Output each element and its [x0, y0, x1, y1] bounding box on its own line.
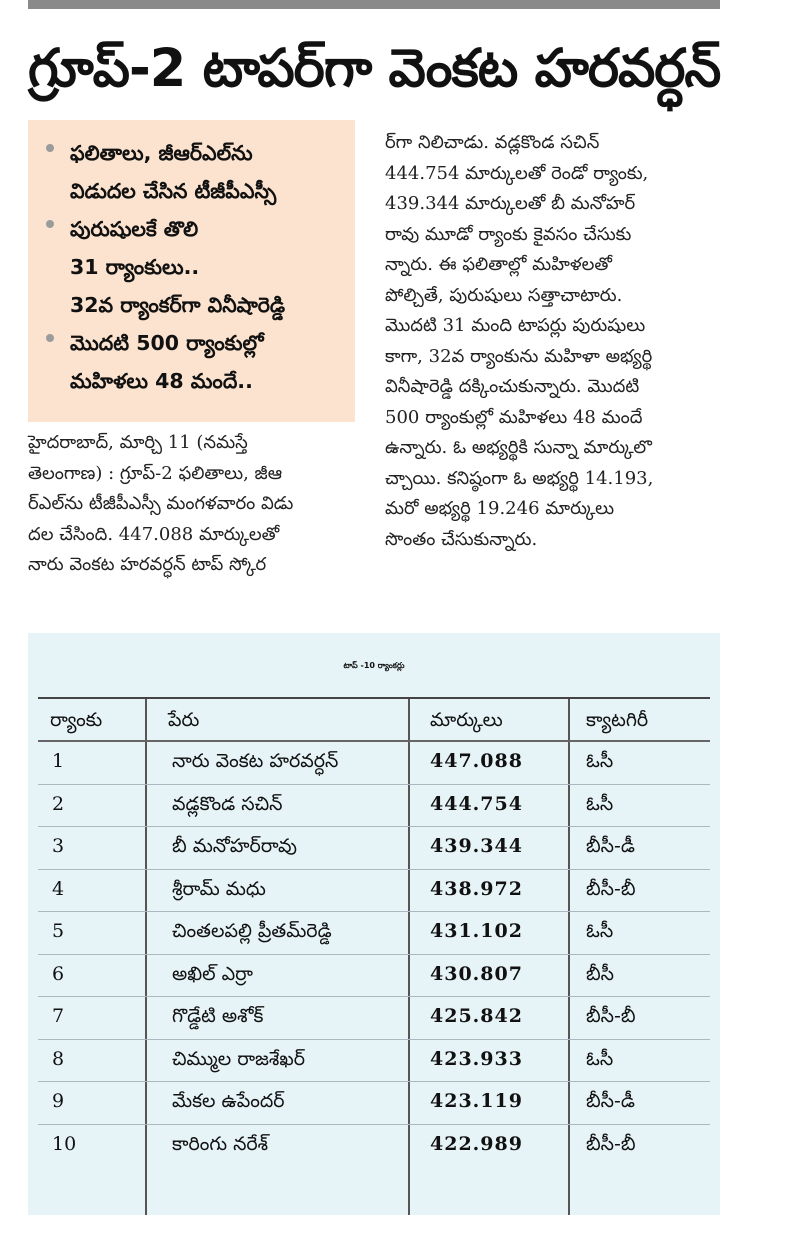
cell-name: మేకల ఉపేందర్ — [172, 1090, 285, 1112]
row-rule — [38, 826, 710, 827]
article-line: మరో అభ్యర్థి 19.246 మార్కులు — [385, 498, 615, 519]
cell-name: బీ మనోహర్‌రావు — [172, 835, 297, 857]
cell-rank: 10 — [52, 1132, 77, 1155]
article-line: దల చేసింది. 447.088 మార్కులతో — [28, 523, 280, 545]
cell-rank: 4 — [52, 877, 65, 900]
article-line: హైదరాబాద్, మార్చి 11 (నమస్తే — [28, 432, 248, 453]
article-left-column — [28, 428, 368, 581]
column-divider — [145, 699, 147, 1215]
cell-category: ఓసీ — [586, 792, 614, 815]
row-rule — [38, 1039, 710, 1040]
cell-rank: 2 — [52, 792, 65, 815]
cell-name: నారు వెంకట హరవర్ధన్ — [172, 750, 339, 772]
highlight-line: పురుషులకే తొలి — [70, 217, 199, 241]
header-rank: ర్యాంకు — [50, 709, 103, 731]
cell-category: బీసీ-డీ — [586, 835, 635, 857]
headline: గ్రూప్-2 టాపర్‌గా వెంకట హరవర్ధన్ — [28, 38, 721, 99]
highlight-line: మహిళలు 48 మందే.. — [70, 369, 253, 393]
cell-marks: 430.807 — [430, 962, 523, 985]
highlight-item — [42, 324, 345, 400]
article-line: ర్‌గా నిలిచాడు. వడ్లకొండ సచిన్ — [385, 132, 600, 153]
row-rule — [38, 1124, 710, 1125]
row-rule — [38, 869, 710, 870]
cell-name: అఖిల్ ఎర్రా — [172, 962, 253, 985]
top-rankers-table — [28, 633, 720, 1215]
cell-marks: 422.989 — [430, 1132, 523, 1155]
article-line: నారు వెంకట హరవర్ధన్ టాప్ స్కోర — [28, 554, 267, 575]
highlights-box — [28, 120, 355, 422]
cell-category: ఓసీ — [586, 1047, 614, 1070]
article-line: వినీషారెడ్డి దక్కించుకున్నారు. మొదటి — [385, 376, 640, 397]
column-divider — [568, 699, 570, 1215]
article-line: న్నారు. ఈ ఫలితాల్లో మహిళలతో — [385, 254, 612, 275]
cell-category: బీసీ-బీ — [586, 1132, 636, 1155]
article-line: సొంతం చేసుకున్నారు. — [385, 528, 538, 550]
header-category: క్యాటగిరీ — [586, 709, 649, 731]
table-title: టాప్ -10 ర్యాంకర్లు — [343, 661, 405, 670]
cell-marks: 447.088 — [430, 750, 523, 772]
article-line: 439.344 మార్కులతో బీ మనోహర్ — [385, 193, 636, 214]
cell-rank: 6 — [52, 962, 65, 985]
article-line: ర్ఎల్‌ను టీజీపీఎస్సీ మంగళవారం విడు — [28, 493, 294, 514]
row-rule — [38, 911, 710, 912]
cell-marks: 438.972 — [430, 877, 523, 900]
cell-name: శ్రీరామ్ మధు — [172, 877, 266, 900]
cell-category: బీసీ-బీ — [586, 1005, 636, 1027]
cell-name: చిమ్ముల రాజశేఖర్ — [172, 1047, 305, 1070]
cell-category: ఓసీ — [586, 920, 614, 942]
cell-marks: 423.933 — [430, 1047, 523, 1070]
article-line: చ్చాయి. కనిష్ఠంగా ఓ అభ్యర్థి 14.193, — [385, 467, 654, 489]
highlight-line: 31 ర్యాంకులు.. — [70, 255, 200, 279]
highlight-item — [42, 210, 345, 324]
article-line: కాగా, 32వ ర్యాంకును మహిళా అభ్యర్థి — [385, 345, 653, 367]
highlight-line: ఫలితాలు, జీఆర్ఎల్‌ను — [70, 141, 253, 165]
cell-rank: 3 — [52, 835, 65, 857]
row-rule — [38, 996, 710, 997]
article-line: మొదటి 31 మంది టాపర్లు పురుషులు — [385, 315, 646, 336]
cell-rank: 8 — [52, 1047, 65, 1070]
cell-category: బీసీ-డీ — [586, 1090, 635, 1112]
row-rule — [38, 784, 710, 785]
cell-category: బీసీ — [586, 962, 614, 985]
cell-rank: 9 — [52, 1090, 65, 1112]
cell-name: వడ్లకొండ సచిన్ — [172, 792, 283, 815]
header-rule — [38, 740, 710, 742]
row-rule — [38, 1081, 710, 1082]
cell-marks: 444.754 — [430, 792, 523, 815]
highlight-line: విడుదల చేసిన టీజీపీఎస్సీ — [70, 179, 277, 203]
article-right-column — [385, 128, 720, 555]
article-line: 500 ర్యాంకుల్లో మహిళలు 48 మందే — [385, 406, 643, 428]
highlight-item — [42, 134, 345, 210]
bullet-icon — [46, 334, 54, 342]
header-name: పేరు — [168, 709, 200, 731]
cell-rank: 5 — [52, 920, 65, 942]
bullet-icon — [46, 220, 54, 228]
cell-marks: 425.842 — [430, 1005, 523, 1027]
cell-marks: 431.102 — [430, 920, 523, 942]
article-line: పోల్చితే, పురుషులు సత్తాచాటారు. — [385, 284, 623, 306]
column-divider — [408, 699, 410, 1215]
cell-marks: 439.344 — [430, 835, 523, 857]
table-top-rule — [38, 697, 710, 699]
cell-marks: 423.119 — [430, 1090, 523, 1112]
article-line: రావు మూడో ర్యాంకు కైవసం చేసుకు — [385, 223, 632, 245]
highlight-line: 32వ ర్యాంకర్‌గా వినీషారెడ్డి — [70, 293, 286, 317]
cell-name: చింతలపల్లి ప్రీతమ్‌రెడ్డి — [172, 920, 332, 942]
header-marks: మార్కులు — [430, 709, 503, 731]
cell-name: కారింగు నరేశ్ — [172, 1132, 269, 1155]
row-rule — [38, 954, 710, 955]
article-line: ఉన్నారు. ఓ అభ్యర్థికి సున్నా మార్కులొ — [385, 437, 652, 458]
article-line: తెలంగాణ) : గ్రూప్-2 ఫలితాలు, జీఆ — [28, 462, 283, 484]
cell-category: బీసీ-బీ — [586, 877, 636, 900]
top-rule — [28, 0, 720, 9]
bullet-icon — [46, 144, 54, 152]
cell-category: ఓసీ — [586, 750, 614, 772]
article-line: 444.754 మార్కులతో రెండో ర్యాంకు, — [385, 162, 649, 184]
cell-rank: 7 — [52, 1005, 65, 1027]
cell-rank: 1 — [52, 750, 65, 772]
highlight-line: మొదటి 500 ర్యాంకుల్లో — [70, 331, 264, 355]
cell-name: గొడ్డేటి అశోక్ — [172, 1005, 264, 1027]
